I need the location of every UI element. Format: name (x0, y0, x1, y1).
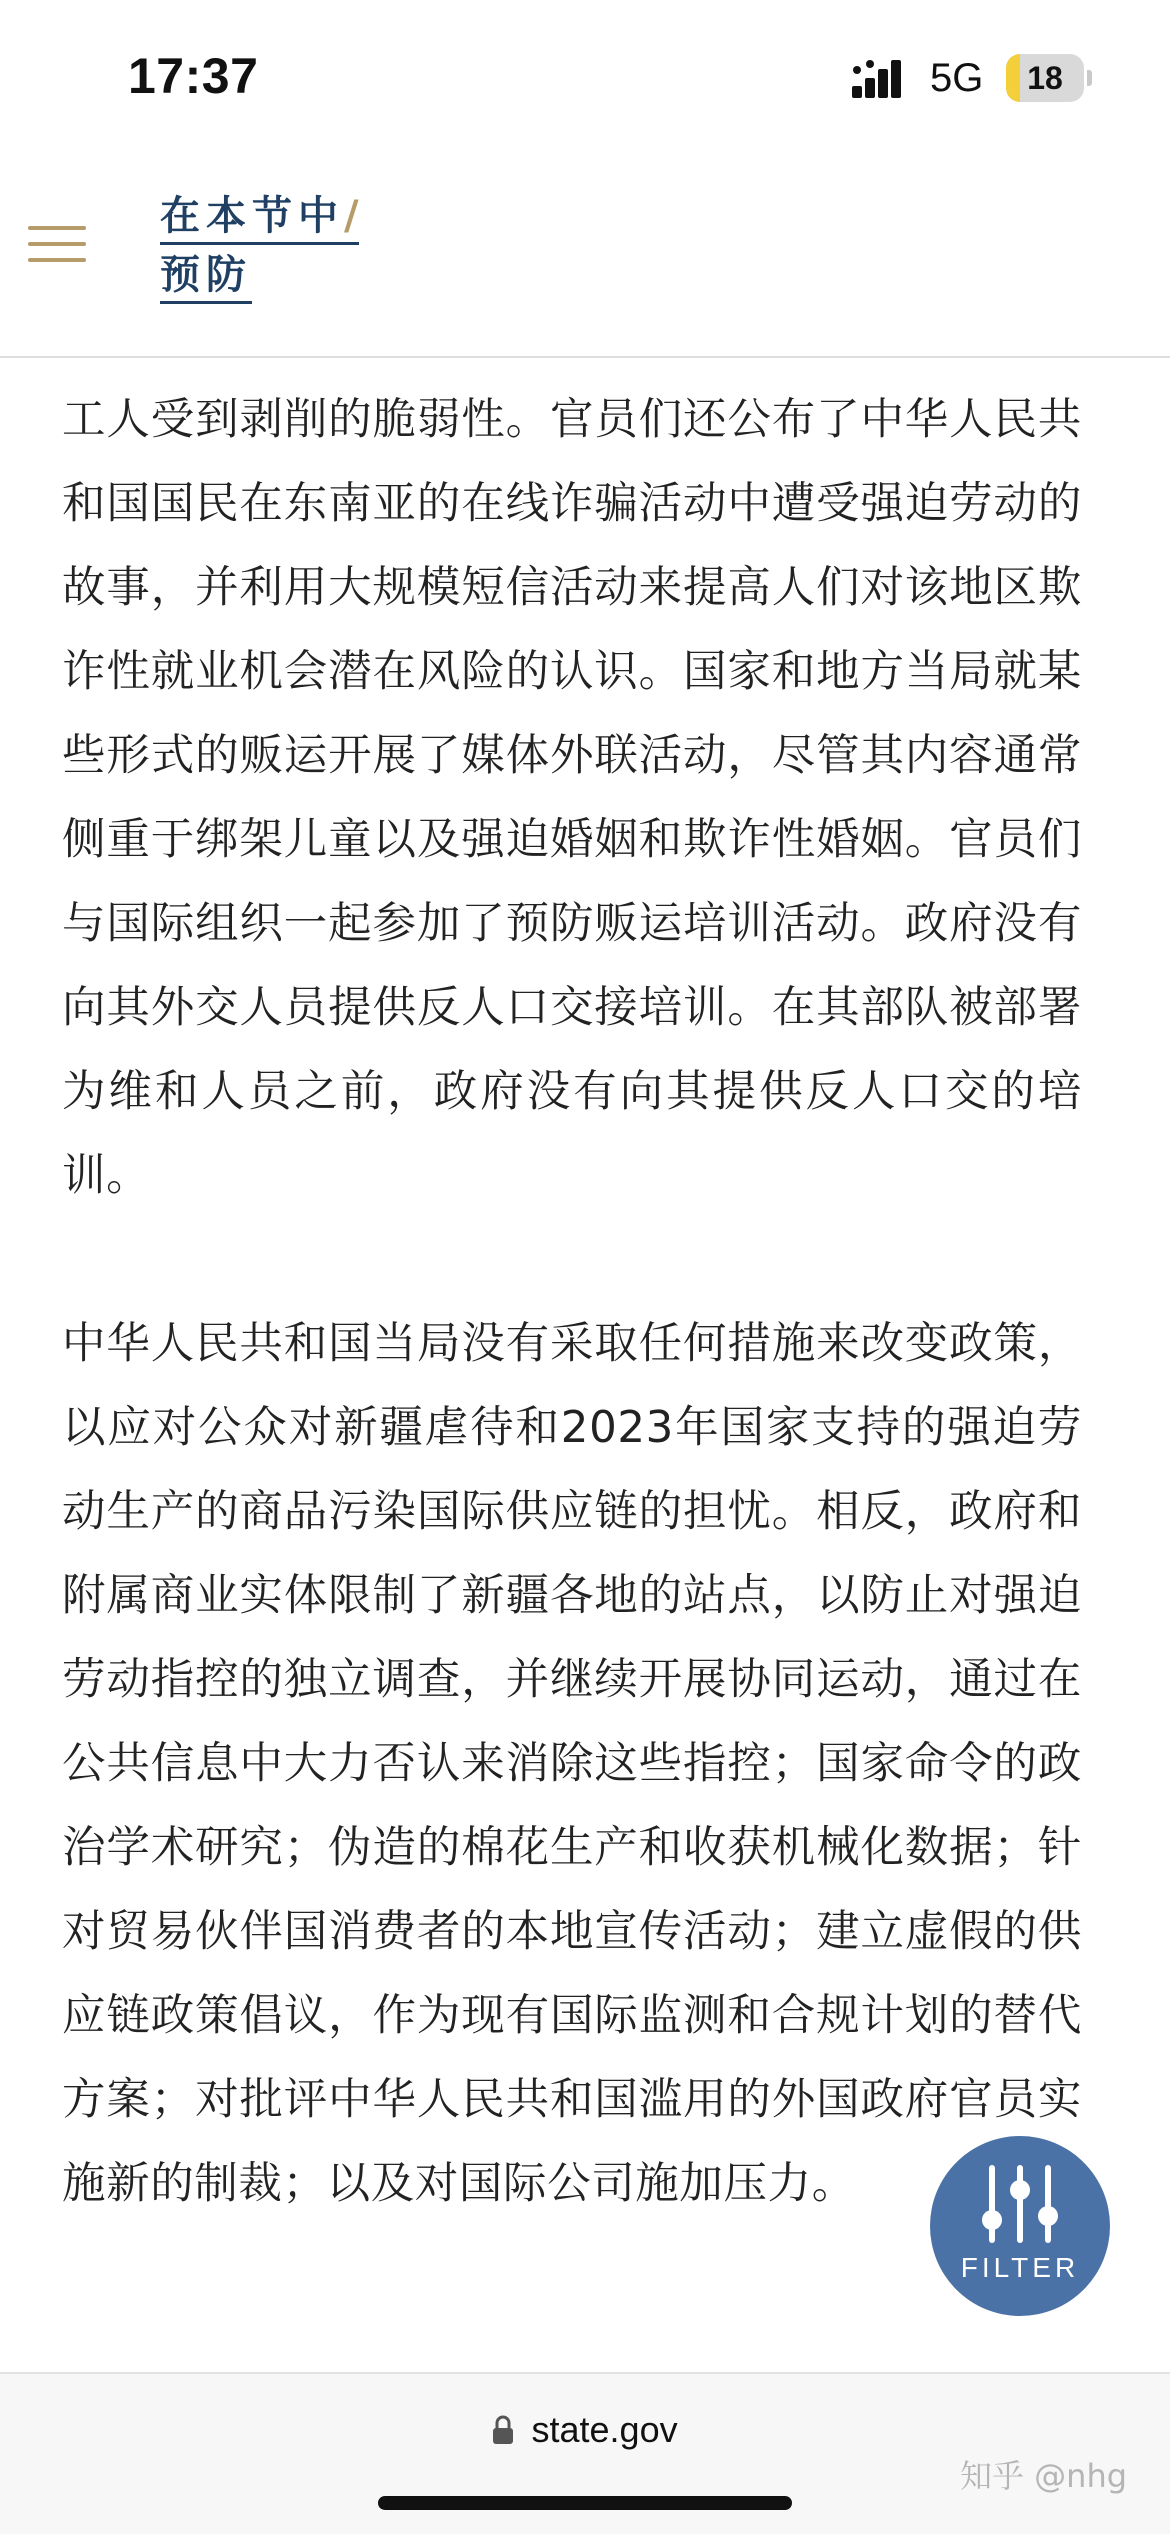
battery-icon (1006, 54, 1092, 102)
hamburger-menu-icon[interactable] (28, 220, 86, 268)
watermark: 知乎 @nhg (960, 2457, 1128, 2495)
filter-button[interactable] (930, 2136, 1110, 2316)
address-field[interactable] (0, 2406, 1170, 2454)
breadcrumb-parent-link[interactable] (160, 190, 359, 245)
address-domain: state.gov (531, 2409, 678, 2450)
status-bar (0, 0, 1170, 150)
battery-cap (1087, 70, 1092, 86)
breadcrumb (160, 190, 359, 304)
sliders-icon (978, 2164, 1062, 2244)
browser-address-bar (0, 2372, 1170, 2534)
breadcrumb-separator: / (344, 193, 359, 239)
network-type: 5G (930, 56, 984, 100)
breadcrumb-current[interactable]: 预防 (160, 249, 252, 304)
cellular-signal-icon (852, 58, 914, 98)
article-paragraph: 中华人民共和国当局没有采取任何措施来改变政策，以应对公众对新疆虐待和2023年国家支持的强迫劳动生产的商品污染国际供应链的担忧。相反，政府和附属商业实体限制了新疆各地的站点，以防止对强迫劳动指控的独立调查，并继续开展协同运动，通过在公共信息中大力否认来消除这些指控；国家命令的政治学术研究；伪造的棉花生产和收获机械化数据；针对贸易伙伴国消费者的本地宣传活动；建立虚假的供应链政策倡议，作为现有国际监测和合规计划的替代方案；对批评中华人民共和国滥用的外国政府官员实施新的制裁；以及对国际公司施加压力。 (62, 1319, 1082, 2209)
article-body (62, 378, 1082, 2226)
filter-label: FILTER (960, 2252, 1080, 2283)
article-paragraph: 工人受到剥削的脆弱性。官员们还公布了中华人民共和国国民在东南亚的在线诈骗活动中遭受强迫劳动的故事，并利用大规模短信活动来提高人们对该地区欺诈性就业机会潜在风险的认识。国家和地方当局就某些形式的贩运开展了媒体外联活动，尽管其内容通常侧重于绑架儿童以及强迫婚姻和欺诈性婚姻。官员们与国际组织一起参加了预防贩运培训活动。政府没有向其外交人员提供反人口交接培训。在其部队被部署为维和人员之前，政府没有向其提供反人口交的培训。 (62, 395, 1082, 1201)
lock-icon (492, 2415, 514, 2445)
home-indicator[interactable] (378, 2496, 792, 2510)
battery-level: 18 (1027, 60, 1063, 96)
section-header (0, 150, 1170, 358)
battery-body (1006, 54, 1084, 102)
status-time: 17:37 (128, 48, 259, 104)
breadcrumb-parent-label: 在本节中 (160, 193, 344, 239)
